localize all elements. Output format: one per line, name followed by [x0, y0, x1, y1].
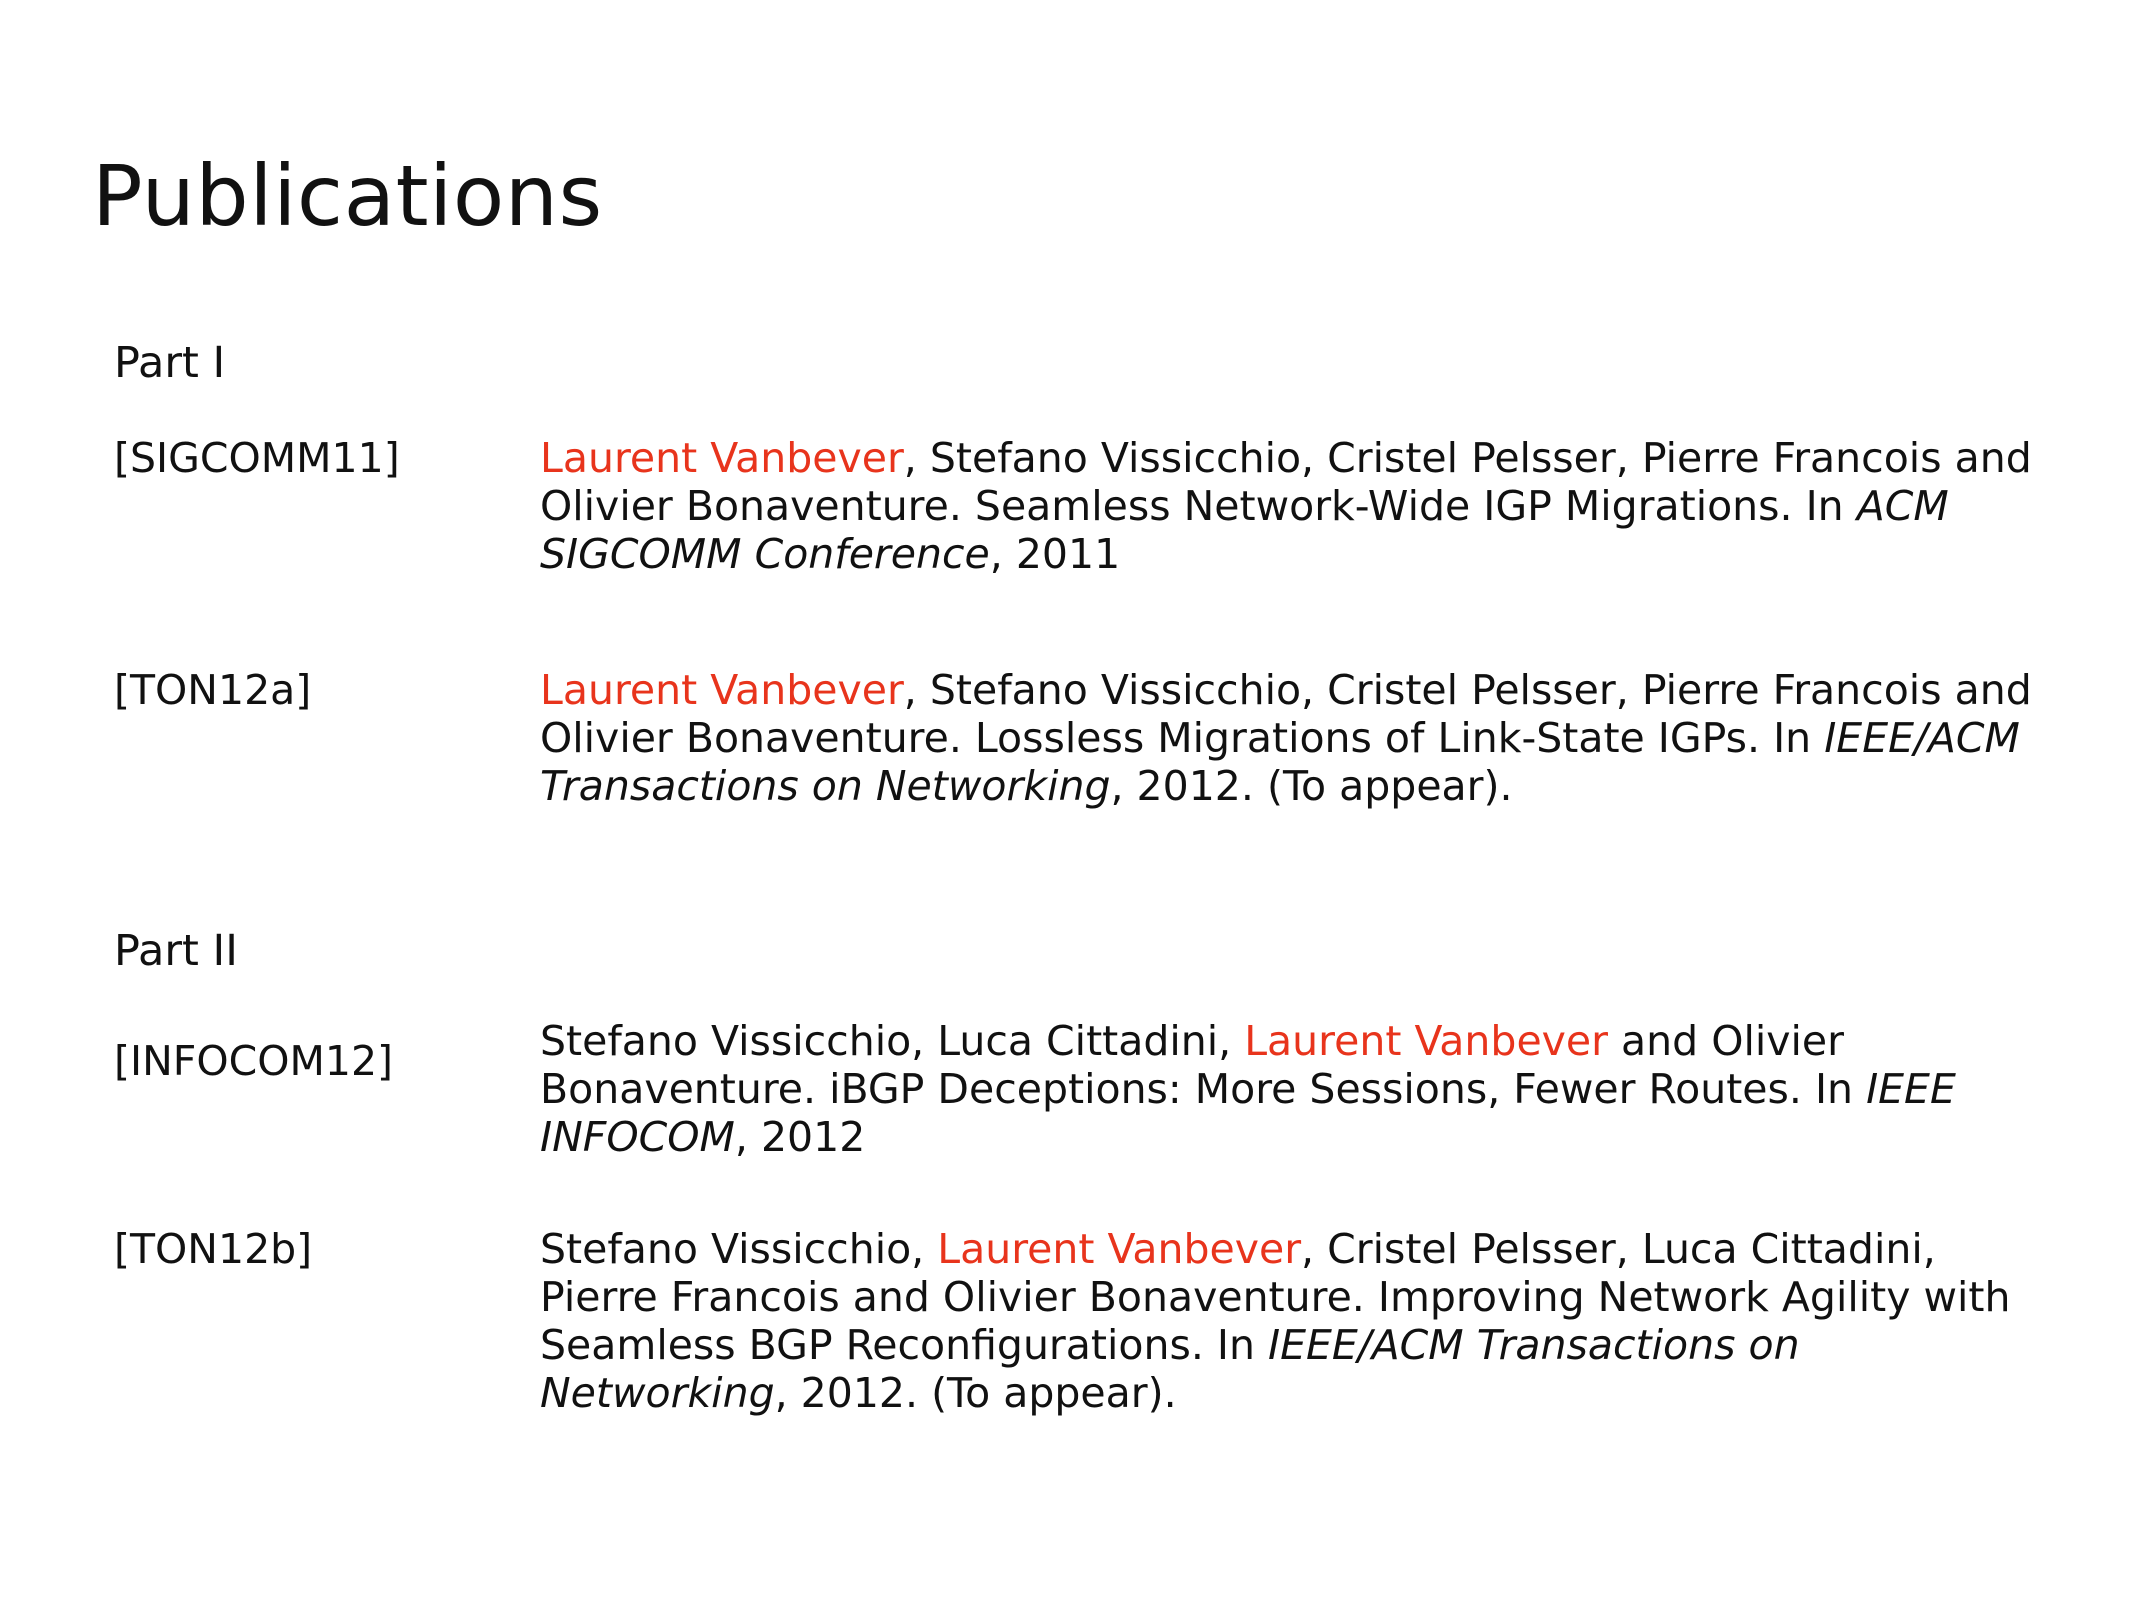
venue-name: Transactions on Networking [540, 762, 1111, 810]
reference-citation-sigcomm11 [540, 434, 2040, 578]
citation-line [540, 666, 2040, 714]
citation-text: Stefano Vissicchio, Luca Cittadini, [540, 1017, 1245, 1065]
venue-name: ACM [1856, 482, 1949, 530]
reference-key-infocom12: [INFOCOM12] [114, 1037, 394, 1085]
reference-citation-infocom12 [540, 1017, 2040, 1161]
citation-text: Seamless BGP Reconfigurations. In [540, 1321, 1268, 1369]
venue-name: Networking [540, 1369, 775, 1417]
citation-text: Olivier Bonaventure. Seamless Network-Wide IGP Migrations. In [540, 482, 1857, 530]
citation-text: , Stefano Vissicchio, Cristel Pelsser, Pierre Francois and [903, 434, 2032, 482]
citation-line [540, 714, 2040, 762]
reference-key-sigcomm11: [SIGCOMM11] [114, 434, 400, 482]
part-heading-1: Part I [114, 338, 226, 388]
highlighted-author: Laurent Vanbever [937, 1225, 1302, 1273]
venue-name: SIGCOMM Conference [540, 530, 990, 578]
citation-text: , 2011 [989, 530, 1121, 578]
highlighted-author: Laurent Vanbever [540, 666, 904, 714]
venue-name: INFOCOM [540, 1113, 735, 1161]
citation-line [540, 1017, 2040, 1065]
citation-text: , 2012. (To appear). [774, 1369, 1177, 1417]
citation-text: Stefano Vissicchio, [540, 1225, 938, 1273]
reference-key-ton12b: [TON12b] [114, 1225, 313, 1273]
highlighted-author: Laurent Vanbever [540, 434, 904, 482]
citation-text: Olivier Bonaventure. Lossless Migrations of Link-State IGPs. In [540, 714, 1825, 762]
citation-line [540, 530, 2040, 578]
part-heading-2: Part II [114, 926, 238, 976]
reference-citation-ton12b [540, 1225, 2040, 1417]
citation-text: , 2012. (To appear). [1110, 762, 1513, 810]
citation-text: and Olivier [1608, 1017, 1845, 1065]
citation-line [540, 434, 2040, 482]
citation-line [540, 1321, 2040, 1369]
citation-line [540, 1369, 2040, 1417]
citation-line [540, 1273, 2040, 1321]
citation-text: , Cristel Pelsser, Luca Cittadini, [1301, 1225, 1936, 1273]
highlighted-author: Laurent Vanbever [1244, 1017, 1609, 1065]
page-title: Publications [92, 147, 603, 245]
citation-text: Bonaventure. iBGP Deceptions: More Sessions, Fewer Routes. In [540, 1065, 1867, 1113]
venue-name: IEEE [1866, 1065, 1956, 1113]
citation-line [540, 1065, 2040, 1113]
citation-line [540, 762, 2040, 810]
citation-text: , 2012 [734, 1113, 866, 1161]
reference-key-ton12a: [TON12a] [114, 666, 312, 714]
citation-line [540, 1225, 2040, 1273]
citation-text: Pierre Francois and Olivier Bonaventure. Improving Network Agility with [540, 1273, 2011, 1321]
reference-citation-ton12a [540, 666, 2040, 810]
citation-line [540, 482, 2040, 530]
venue-name: IEEE/ACM Transactions on [1268, 1321, 1800, 1369]
citation-text: , Stefano Vissicchio, Cristel Pelsser, Pierre Francois and [903, 666, 2032, 714]
venue-name: IEEE/ACM [1824, 714, 2020, 762]
citation-line [540, 1113, 2040, 1161]
